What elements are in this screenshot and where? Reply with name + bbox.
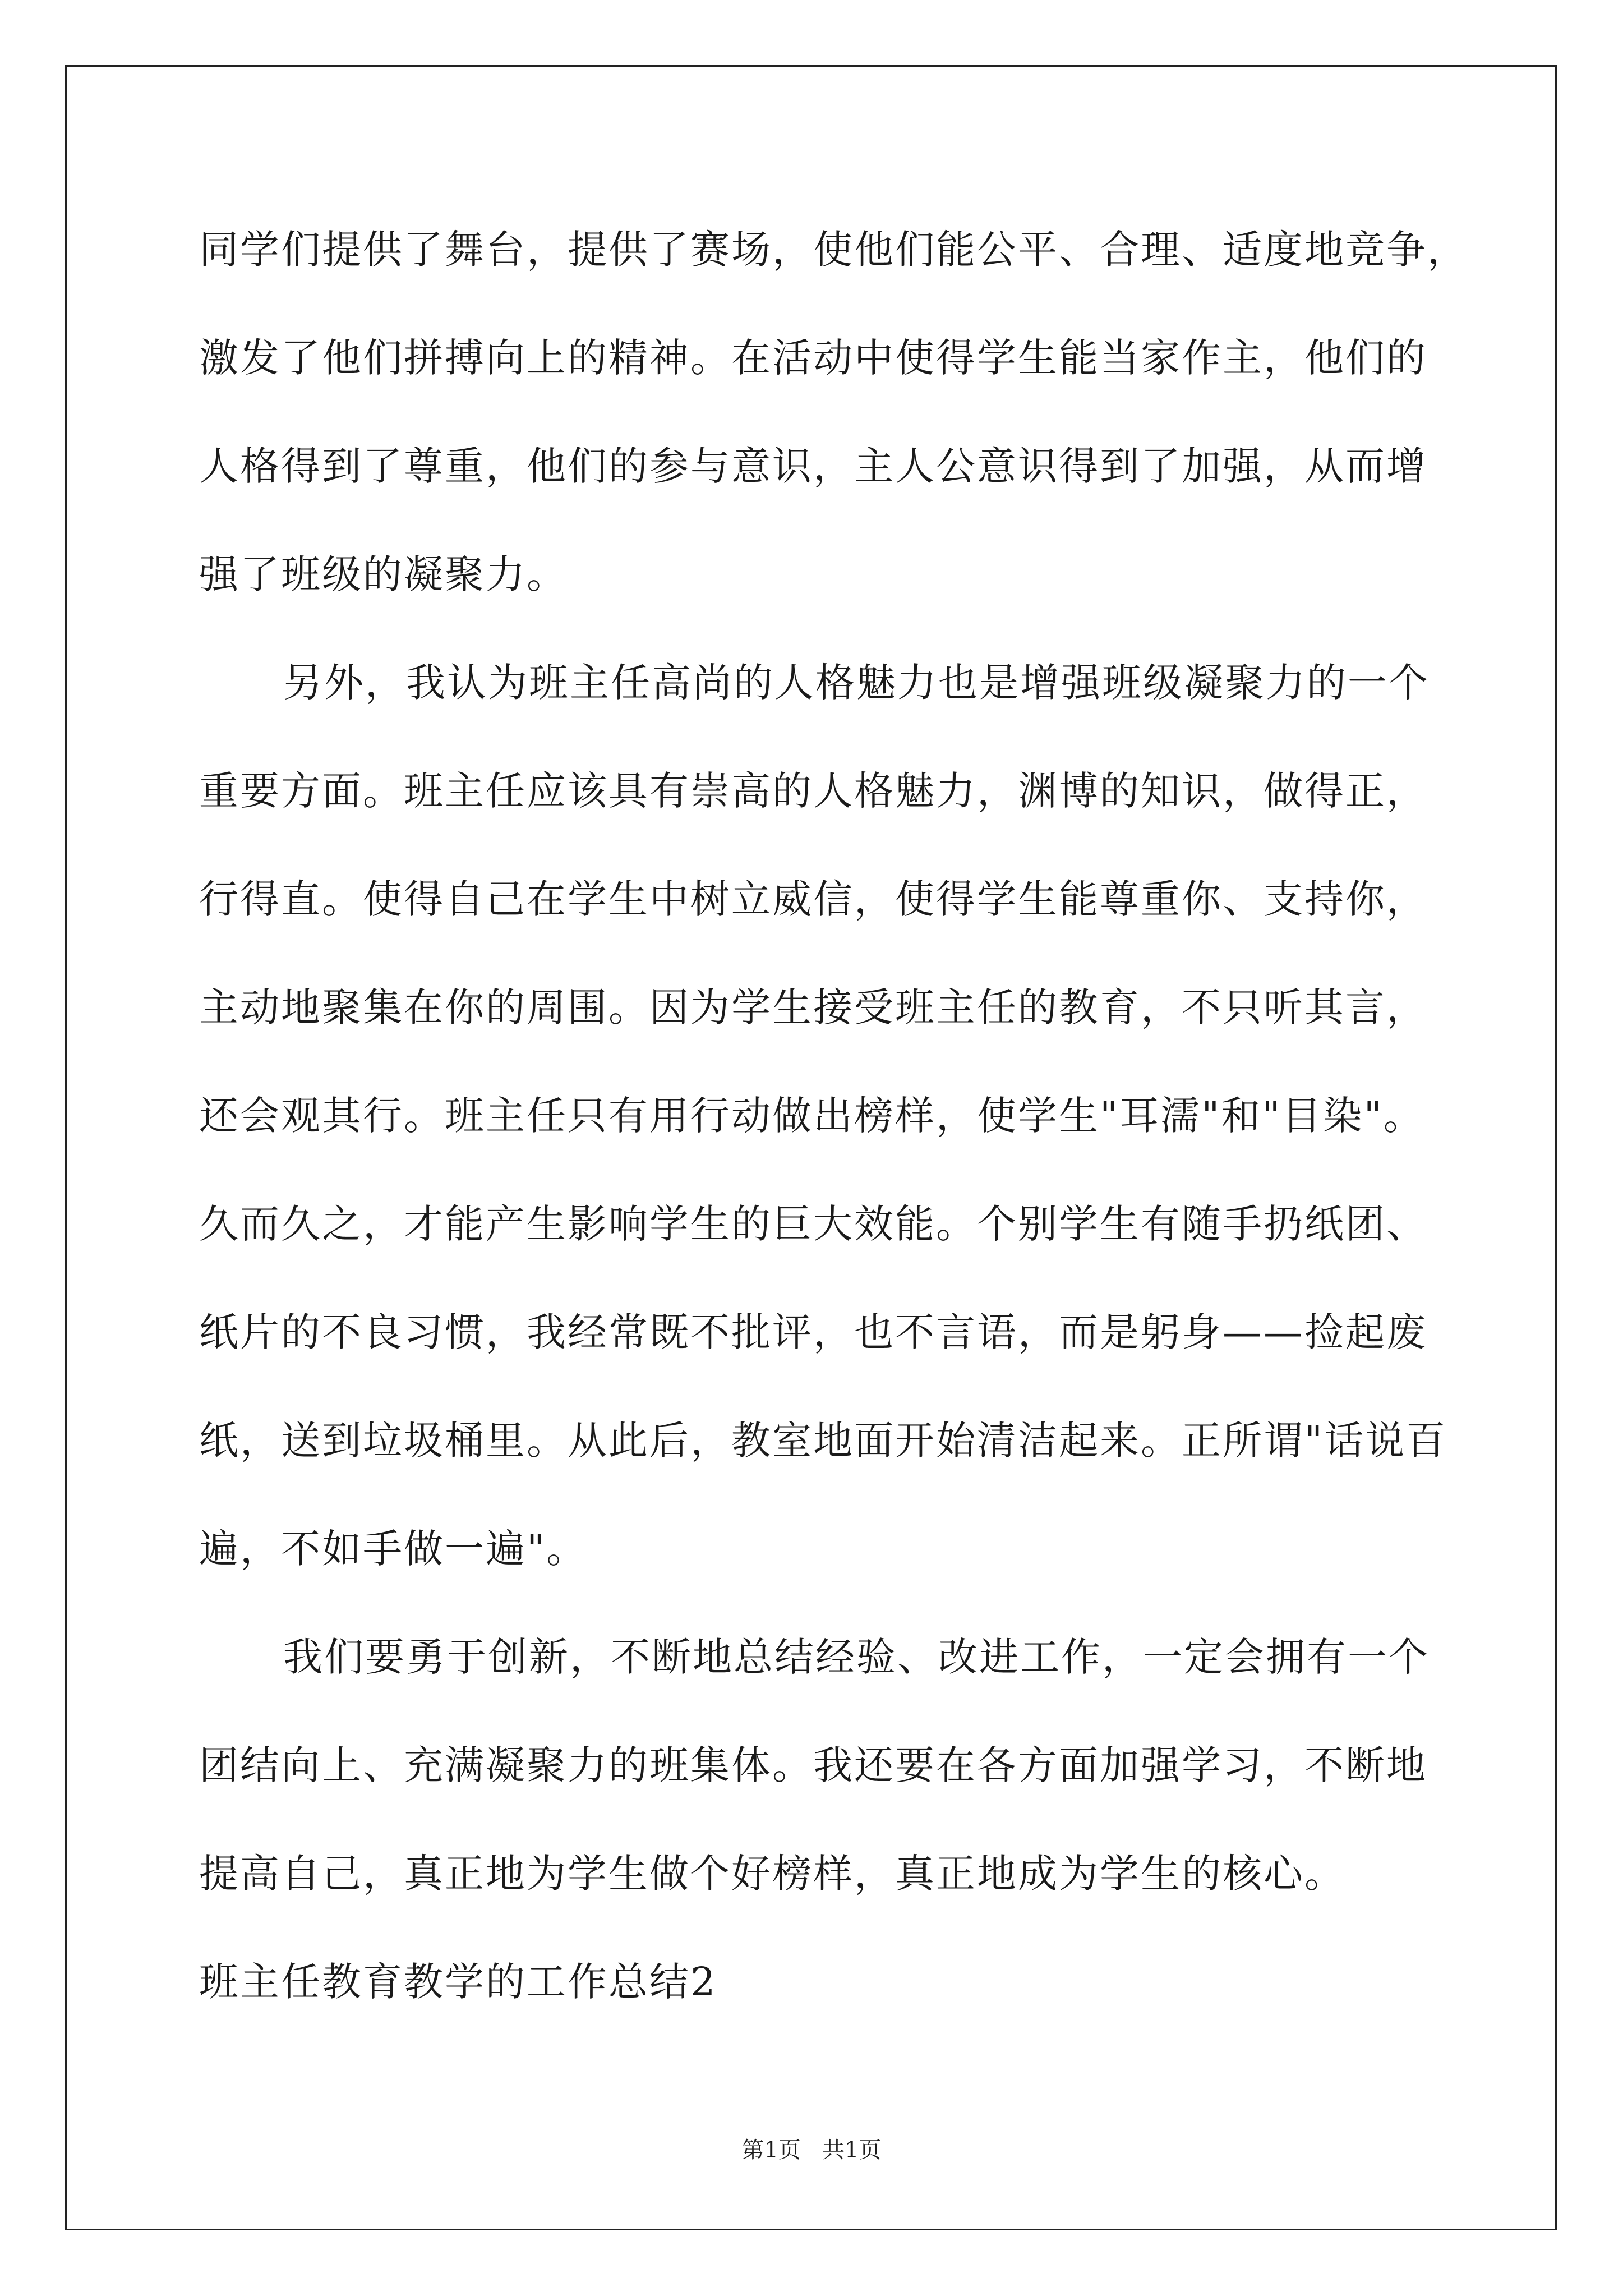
paragraph-line: 久而久之，才能产生影响学生的巨大效能。个别学生有随手扔纸团、 [199,1201,1427,1247]
paragraph-line: 激发了他们拼搏向上的精神。在活动中使得学生能当家作主，他们的 [199,335,1427,381]
paragraph-line: 团结向上、充满凝聚力的班集体。我还要在各方面加强学习，不断地 [199,1742,1427,1788]
paragraph-line: 遍，不如手做一遍"。 [199,1526,588,1572]
paragraph-line: 强了班级的凝聚力。 [199,551,568,597]
page-border [65,65,1557,2230]
paragraph-line: 纸片的不良习惯，我经常既不批评，也不言语，而是躬身——捡起废 [199,1309,1427,1355]
paragraph-line: 我们要勇于创新，不断地总结经验、改进工作，一定会拥有一个 [283,1634,1430,1680]
paragraph-line: 行得直。使得自己在学生中树立威信，使得学生能尊重你、支持你， [199,876,1427,922]
paragraph-line: 重要方面。班主任应该具有崇高的人格魅力，渊博的知识，做得正， [199,768,1427,814]
paragraph-line: 同学们提供了舞台，提供了赛场，使他们能公平、合理、适度地竞争， [199,227,1468,273]
paragraph-line: 人格得到了尊重，他们的参与意识，主人公意识得到了加强，从而增 [199,443,1427,489]
section-heading: 班主任教育教学的工作总结2 [199,1959,717,2005]
paragraph-line: 提高自己，真正地为学生做个好榜样，真正地成为学生的核心。 [199,1851,1345,1897]
paragraph-line: 另外，我认为班主任高尚的人格魅力也是增强班级凝聚力的一个 [283,660,1430,706]
paragraph-line: 主动地聚集在你的周围。因为学生接受班主任的教育，不只听其言， [199,984,1427,1030]
paragraph-line: 纸，送到垃圾桶里。从此后，教室地面开始清洁起来。正所谓"话说百 [199,1418,1447,1464]
page-number-footer: 第1页 共1页 [741,2137,882,2163]
paragraph-line: 还会观其行。班主任只有用行动做出榜样，使学生"耳濡"和"目染"。 [199,1093,1424,1139]
